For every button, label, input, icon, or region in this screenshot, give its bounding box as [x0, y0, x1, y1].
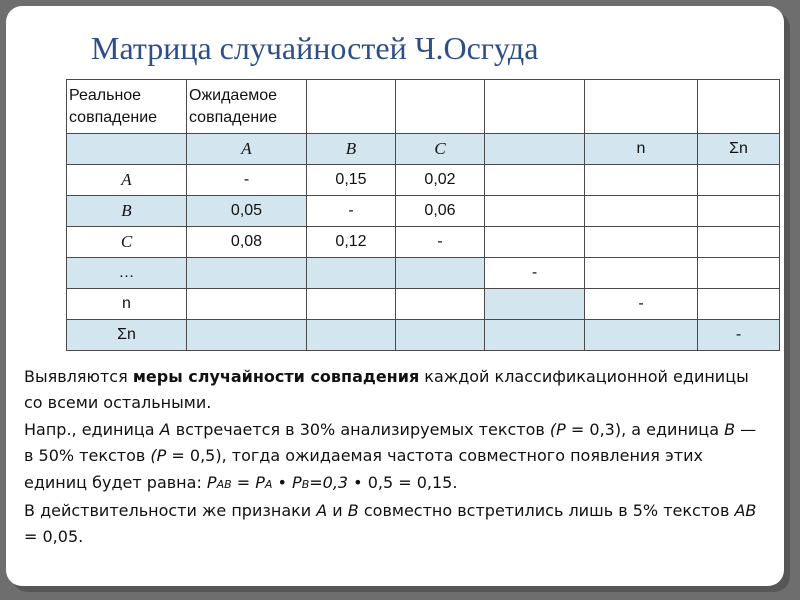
table-cell: 0,05	[187, 196, 307, 227]
row-label: Σn	[67, 320, 187, 351]
text-span: каждой классификационной единицы со всеми остальными.	[24, 367, 749, 413]
table-cell	[485, 227, 585, 258]
table-cell	[307, 258, 396, 289]
text-span: совместно встретились лишь в 5% текстов	[358, 501, 735, 521]
table-cell	[396, 289, 485, 320]
var-a: A	[316, 501, 328, 521]
paragraph-example	[24, 417, 764, 498]
table-cell: n	[585, 134, 698, 165]
table-cell	[396, 258, 485, 289]
table-cell: -	[187, 165, 307, 196]
table-header-row	[67, 80, 780, 134]
row-label: B	[67, 196, 187, 227]
body-text	[24, 364, 764, 551]
table-cell	[698, 258, 780, 289]
formula-sub-b: B	[301, 477, 310, 491]
var-ab: AB	[734, 501, 757, 521]
formula-p: P	[255, 472, 265, 492]
var-b: B	[724, 419, 736, 439]
table-cell	[585, 258, 698, 289]
header-cell: Ожидаемое совпадение	[187, 80, 307, 134]
header-cell: Реальное совпадение	[67, 80, 187, 134]
table-cell	[307, 320, 396, 351]
text-span: Выявляются	[24, 367, 133, 386]
table-cell: -	[698, 320, 780, 351]
table-cell	[698, 196, 780, 227]
paragraph-actual	[24, 498, 764, 551]
var-a: A	[159, 419, 171, 439]
contingency-matrix	[66, 79, 780, 351]
text-span: = 0,3), а единица	[565, 419, 725, 439]
table-cell: Σn	[698, 134, 780, 165]
table-row	[67, 258, 780, 289]
table-cell	[585, 227, 698, 258]
table-row	[67, 196, 780, 227]
table-cell	[698, 227, 780, 258]
header-cell	[485, 80, 585, 134]
formula-dot: •	[272, 472, 293, 492]
table-row	[67, 227, 780, 258]
text-span: и	[327, 501, 348, 521]
table-cell: C	[396, 134, 485, 165]
table-cell	[485, 320, 585, 351]
header-cell	[698, 80, 780, 134]
table-cell	[485, 289, 585, 320]
text-span: — в 50% текстов	[24, 419, 757, 466]
formula-eq: =	[231, 472, 256, 492]
text-span: В действительности же признаки	[24, 501, 317, 521]
header-cell	[307, 80, 396, 134]
table-cell: 0,08	[187, 227, 307, 258]
row-label: C	[67, 227, 187, 258]
bold-term: меры случайности совпадения	[132, 367, 420, 386]
table-cell	[67, 134, 187, 165]
table-cell	[585, 320, 698, 351]
table-cell	[307, 289, 396, 320]
table-cell: -	[585, 289, 698, 320]
table-cell: 0,12	[307, 227, 396, 258]
formula-tail: • 0,5 = 0,15.	[348, 472, 458, 492]
text-span: Напр., единица	[24, 419, 160, 439]
header-cell	[396, 80, 485, 134]
formula-p: P	[206, 472, 217, 492]
table-cell: -	[396, 227, 485, 258]
table-cell	[698, 165, 780, 196]
table-cell	[187, 258, 307, 289]
paragraph-intro	[24, 364, 764, 417]
table-column-labels-row	[67, 134, 780, 165]
table-cell	[485, 134, 585, 165]
table-cell	[585, 196, 698, 227]
header-cell	[585, 80, 698, 134]
table-cell	[485, 196, 585, 227]
table-cell	[187, 320, 307, 351]
table-cell	[698, 289, 780, 320]
slide-title: Матрица случайностей Ч.Осгуда	[91, 30, 539, 66]
table-cell: -	[485, 258, 585, 289]
table-cell	[585, 165, 698, 196]
table-row	[67, 320, 780, 351]
row-label: …	[67, 258, 187, 289]
table-cell: 0,15	[307, 165, 396, 196]
table-row	[67, 165, 780, 196]
table-cell: 0,06	[396, 196, 485, 227]
table-cell: 0,02	[396, 165, 485, 196]
formula-p: P	[292, 472, 302, 492]
table-cell	[396, 320, 485, 351]
formula-sub-a: A	[264, 477, 273, 491]
text-span: встречается в 30% анализируемых текстов	[170, 419, 550, 439]
formula-value: =0,3	[309, 472, 349, 492]
var-b: B	[347, 501, 359, 521]
row-label: A	[67, 165, 187, 196]
text-span: = 0,05.	[24, 527, 84, 547]
table-cell: B	[307, 134, 396, 165]
table-cell: A	[187, 134, 307, 165]
table-cell	[187, 289, 307, 320]
table-row	[67, 289, 780, 320]
var-p: (P	[150, 446, 167, 466]
formula-sub-ab: AB	[216, 477, 232, 491]
table-cell: -	[307, 196, 396, 227]
row-label: n	[67, 289, 187, 320]
text-span: = 0,5), тогда ожидаемая частота совместного появления этих единиц будет равна:	[24, 446, 703, 492]
table-cell	[485, 165, 585, 196]
var-p: (P	[549, 419, 566, 439]
